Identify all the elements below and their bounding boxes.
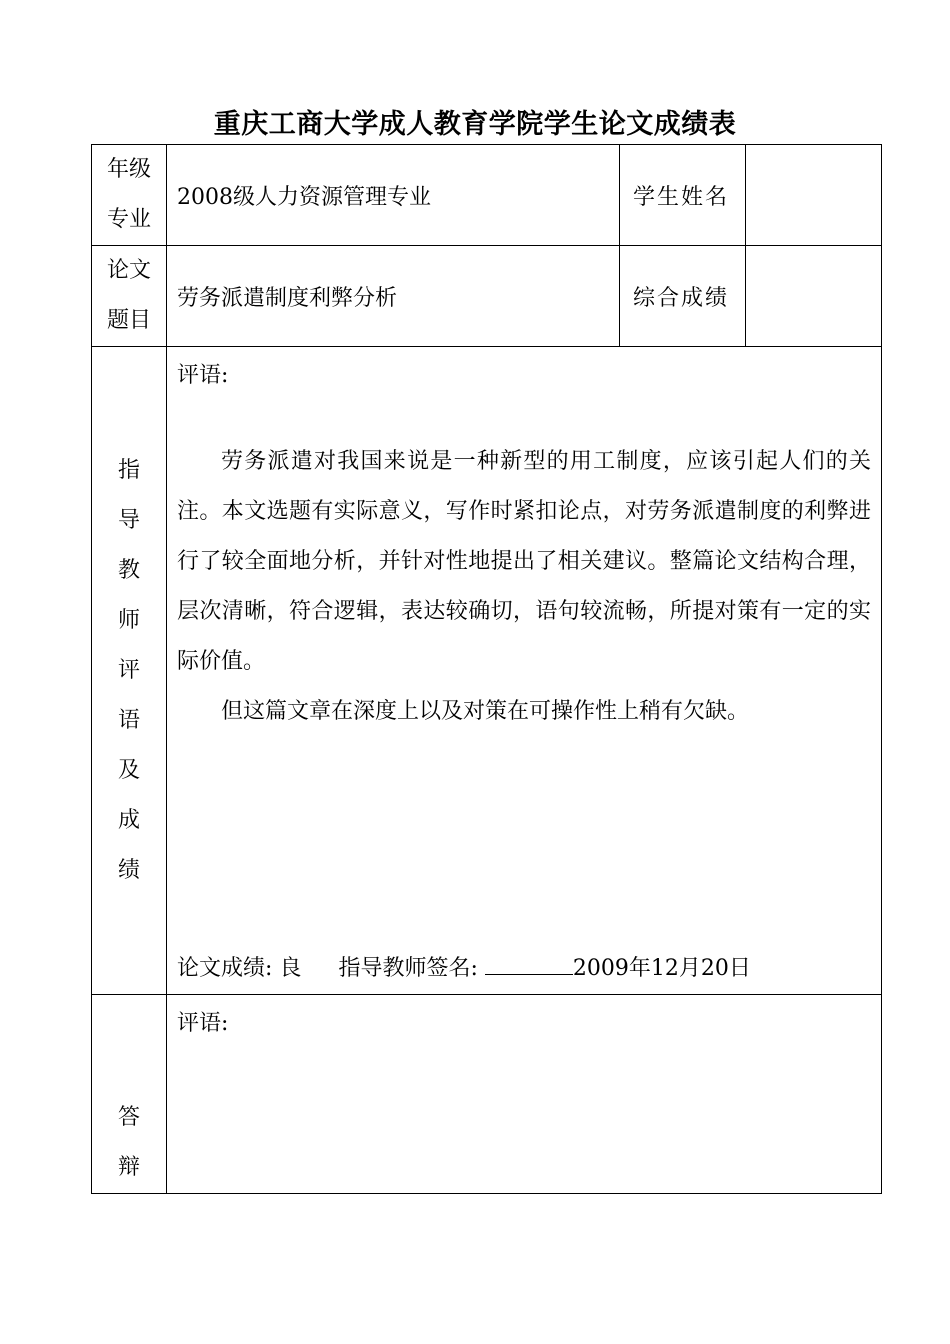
label-thesis-title (92, 246, 167, 347)
row-grade-major (92, 145, 882, 246)
advisor-side-label-char-9: 绩 (117, 857, 140, 883)
label-title: 题目 (106, 308, 151, 333)
label-advisor-comments (92, 347, 167, 995)
thesis-title-value: 劳务派遣制度利弊分析 (167, 246, 620, 347)
label-student-name: 学生姓名 (620, 145, 746, 246)
signature-date: 2009年12月20日 (572, 956, 751, 981)
advisor-footer-line (177, 952, 871, 984)
advisor-side-label-char-8: 成 (117, 807, 140, 833)
label-grade: 年级 (106, 157, 151, 182)
advisor-side-label-char-3: 教 (117, 557, 140, 583)
label-major: 专业 (106, 207, 151, 232)
label-thesis: 论文 (106, 258, 151, 283)
defense-comment-cell (167, 995, 882, 1194)
advisor-side-label-char-5: 评 (117, 657, 140, 683)
label-defense (92, 995, 167, 1194)
defense-side-label-char-1: 答 (117, 1105, 140, 1130)
advisor-comment-paragraph-1: 劳务派遣对我国来说是一种新型的用工制度，应该引起人们的关注。本文选题有实际意义，写作时紧扣论点，对劳务派遣制度的利弊进行了较全面地分析，并针对性地提出了相关建议。整篇论文结构合理，层次清晰，符合逻辑，表达较确切，语句较流畅，所提对策有一定的实际价值。 (177, 449, 871, 674)
advisor-side-label-char-4: 师 (117, 607, 140, 633)
student-name-value (746, 145, 882, 246)
advisor-side-label-char-2: 导 (117, 507, 140, 533)
advisor-comment-label: 评语: (177, 363, 229, 388)
thesis-grade-label: 论文成绩: (177, 956, 273, 981)
advisor-side-label-char-1: 指 (117, 457, 140, 483)
defense-comment-label: 评语: (177, 1011, 229, 1036)
row-defense-comments (92, 995, 882, 1194)
advisor-comment-cell (167, 347, 882, 995)
row-advisor-comments (92, 347, 882, 995)
advisor-signature-label: 指导教师签名: (338, 956, 478, 981)
advisor-side-label-char-6: 语 (117, 707, 140, 733)
advisor-side-label-char-7: 及 (117, 757, 140, 783)
defense-side-label (92, 1093, 166, 1193)
label-grade-major (92, 145, 167, 246)
advisor-side-label (92, 446, 166, 896)
thesis-grade-value: 良 (279, 956, 302, 981)
label-overall-score: 综合成绩 (620, 246, 746, 347)
grade-major-value: 2008级人力资源管理专业 (167, 145, 620, 246)
advisor-comment-paragraph-2: 但这篇文章在深度上以及对策在可操作性上稍有欠缺。 (221, 699, 750, 724)
defense-side-label-char-2: 辩 (117, 1155, 140, 1180)
row-thesis-title (92, 246, 882, 347)
signature-line (485, 952, 573, 975)
page-title: 重庆工商大学成人教育学院学生论文成绩表 (213, 109, 737, 140)
overall-score-value (746, 246, 882, 347)
grade-table (91, 144, 882, 1194)
